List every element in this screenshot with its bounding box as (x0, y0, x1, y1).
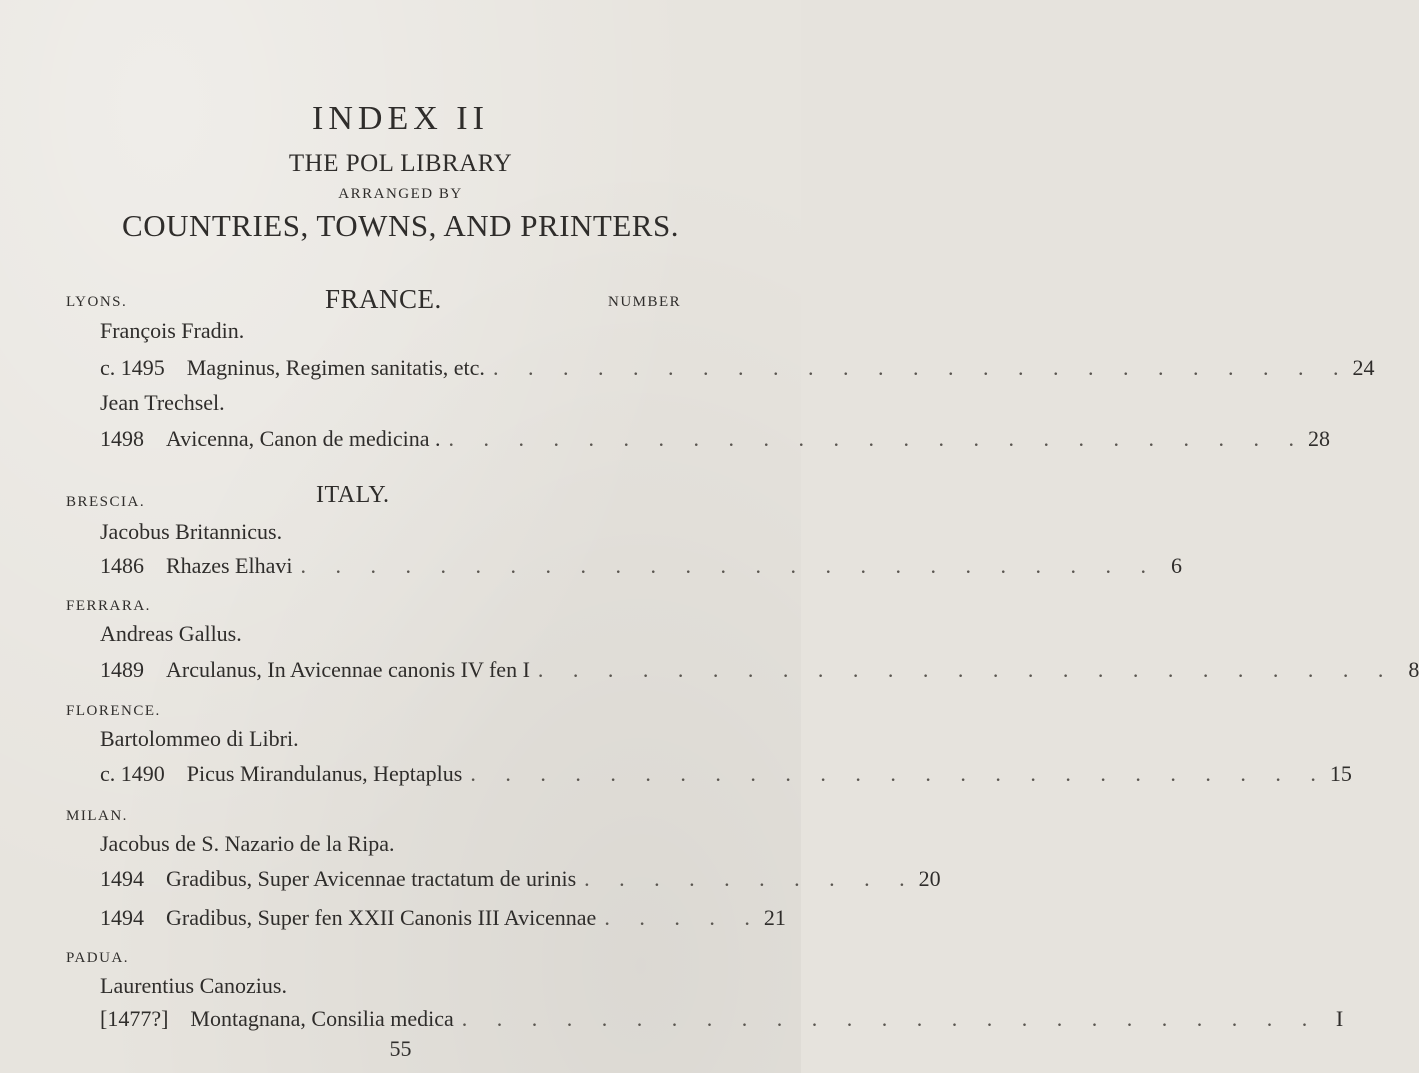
list-item (100, 657, 1419, 689)
list-item (100, 866, 941, 898)
entry-number: 6 (1170, 553, 1182, 578)
entry-date: 1486 (100, 553, 144, 578)
entry-title: Picus Mirandulanus, Heptaplus (186, 761, 463, 786)
entry-title: Avicenna, Canon de medicina . (166, 426, 441, 451)
entry-number: 24 (1352, 355, 1375, 380)
printer-name: Andreas Gallus. (100, 621, 242, 646)
entry-number: I (1335, 1006, 1344, 1031)
entry-title: Gradibus, Super fen XXII Canonis III Avicennae (166, 905, 597, 930)
city-heading-florence: FLORENCE. (66, 703, 161, 719)
entry-date: 1494 (100, 905, 144, 930)
city-heading-padua: PADUA. (66, 950, 130, 966)
list-item (100, 355, 1375, 387)
index-title: INDEX II (312, 100, 489, 137)
entry-title: Gradibus, Super Avicennae tractatum de urinis (166, 866, 577, 891)
entry-date: 1489 (100, 657, 144, 682)
printer-name: Laurentius Canozius. (100, 973, 287, 998)
entry-number: 8 (1408, 657, 1419, 682)
dot-leader: . . . . . . . . . . . . . . . . . . . . . . . . . (470, 761, 1328, 786)
printer-name: François Fradin. (100, 318, 245, 343)
dot-leader: . . . . . . . . . . (584, 866, 917, 891)
country-heading-italy: ITALY. (316, 482, 390, 508)
country-heading-france: FRANCE. (325, 284, 442, 314)
city-heading-milan: MILAN. (66, 808, 128, 824)
entry-date: 1498 (100, 426, 144, 451)
page-number: 55 (389, 1036, 412, 1061)
arranged-by-label: ARRANGED BY (338, 186, 463, 202)
list-item (100, 553, 1182, 585)
dot-leader: . . . . . . . . . . . . . . . . . . . . . . . . . (492, 355, 1351, 380)
dot-leader: . . . . . (604, 905, 762, 930)
printer-name: Bartolommeo di Libri. (100, 726, 299, 751)
list-item (100, 905, 786, 937)
entry-number: 20 (918, 866, 941, 891)
entry-number: 21 (763, 905, 786, 930)
index-subtitle: COUNTRIES, TOWNS, AND PRINTERS. (122, 208, 679, 243)
dot-leader: . . . . . . . . . . . . . . . . . . . . . . . . . (300, 553, 1158, 578)
number-column-header: NUMBER (608, 294, 682, 310)
entry-title: Magninus, Regimen sanitatis, etc. (186, 355, 485, 380)
list-item (100, 761, 1352, 793)
entry-date: c. 1495 (100, 355, 165, 380)
list-item (100, 426, 1330, 458)
list-item (100, 1006, 1344, 1038)
entry-title: Rhazes Elhavi (166, 553, 293, 578)
printer-name: Jacobus Britannicus. (100, 519, 283, 544)
printer-name: Jean Trechsel. (100, 390, 225, 415)
entry-date: 1494 (100, 866, 144, 891)
entry-number: 15 (1329, 761, 1352, 786)
dot-leader: . . . . . . . . . . . . . . . . . . . . . . . . . (461, 1006, 1320, 1031)
library-title: THE POL LIBRARY (288, 150, 513, 177)
entry-date: [1477?] (100, 1006, 169, 1031)
entry-number: 28 (1308, 426, 1330, 451)
entry-date: c. 1490 (100, 761, 165, 786)
entry-title: Montagnana, Consilia medica (190, 1006, 454, 1031)
city-heading-ferrara: FERRARA. (66, 598, 151, 614)
city-heading-brescia: BRESCIA. (66, 494, 146, 510)
dot-leader: . . . . . . . . . . . . . . . . . . . . . . . . . (537, 657, 1396, 682)
city-heading-lyons: LYONS. (66, 294, 128, 310)
dot-leader: . . . . . . . . . . . . . . . . . . . . . . . . . (448, 426, 1306, 451)
entry-title: Arculanus, In Avicennae canonis IV fen I (166, 657, 530, 682)
printer-name: Jacobus de S. Nazario de la Ripa. (100, 831, 395, 856)
